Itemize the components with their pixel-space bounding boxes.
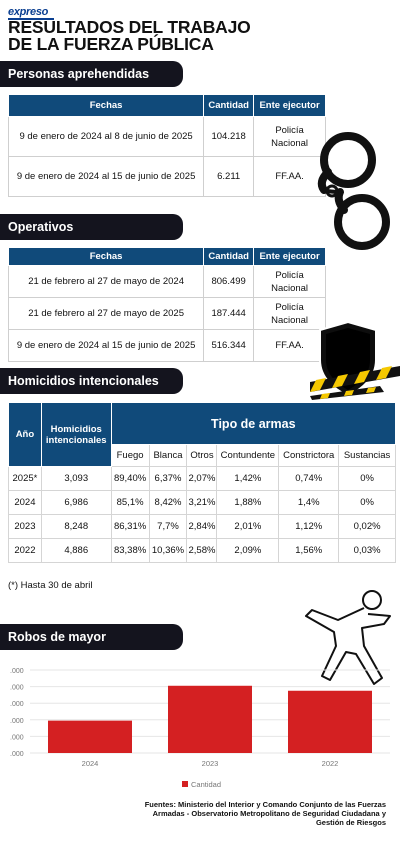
cell-ente: Policía Nacional bbox=[254, 266, 326, 298]
sources-note: Fuentes: Ministerio del Interior y Comando Conjunto de las Fuerzas Armadas - Observatorio Metropolitano de Seguridad Ciudadana y Gestión de Riesgos bbox=[144, 800, 386, 827]
cell-ente: FF.AA. bbox=[254, 157, 326, 197]
y-tick-label: .000 bbox=[10, 668, 24, 675]
table-row bbox=[9, 298, 326, 330]
cell-ente: Policía Nacional bbox=[254, 298, 326, 330]
handcuffs-icon bbox=[310, 130, 396, 252]
cell-constrictora: 1,56% bbox=[279, 539, 339, 563]
cell-sustancias: 0% bbox=[339, 467, 396, 491]
table-row bbox=[9, 117, 326, 157]
arm-type-otros: Otros bbox=[187, 445, 217, 467]
cell-fecha: 9 de enero de 2024 al 15 de junio de 2025 bbox=[9, 330, 204, 362]
x-tick-label: 2023 bbox=[201, 759, 219, 768]
y-tick-label: .000 bbox=[10, 734, 24, 742]
cell-homicidios: 3,093 bbox=[41, 467, 111, 491]
cell-otros: 3,21% bbox=[187, 491, 217, 515]
cell-blanca: 8,42% bbox=[149, 491, 187, 515]
table-row bbox=[9, 539, 396, 563]
col-header-ente: Ente ejecutor bbox=[254, 95, 326, 117]
cell-cantidad: 516.344 bbox=[204, 330, 254, 362]
cell-otros: 2,07% bbox=[187, 467, 217, 491]
cell-fecha: 21 de febrero al 27 de mayo de 2025 bbox=[9, 298, 204, 330]
col-header-homicidios: Homicidios intencionales bbox=[41, 403, 111, 467]
cell-fuego: 89,40% bbox=[111, 467, 149, 491]
cell-otros: 2,84% bbox=[187, 515, 217, 539]
cell-blanca: 7,7% bbox=[149, 515, 187, 539]
cell-fecha: 21 de febrero al 27 de mayo de 2024 bbox=[9, 266, 204, 298]
cell-sustancias: 0% bbox=[339, 491, 396, 515]
cell-constrictora: 0,74% bbox=[279, 467, 339, 491]
col-header-anio: Año bbox=[9, 403, 42, 467]
cell-contundente: 2,09% bbox=[217, 539, 279, 563]
arm-type-blanca: Blanca bbox=[149, 445, 187, 467]
aprehendidas-table bbox=[8, 94, 326, 197]
cell-otros: 2,58% bbox=[187, 539, 217, 563]
section-homicidios: Homicidios intencionales bbox=[0, 368, 183, 394]
arm-type-contundente: Contundente bbox=[217, 445, 279, 467]
arm-type-sustancias: Sustancias bbox=[339, 445, 396, 467]
section-robos: Robos de mayor connotación bbox=[0, 624, 183, 650]
cell-contundente: 1,88% bbox=[217, 491, 279, 515]
homicidios-table bbox=[8, 402, 396, 563]
col-header-tipo-armas: Tipo de armas bbox=[111, 403, 395, 445]
page-title bbox=[8, 19, 308, 53]
table-row bbox=[9, 467, 396, 491]
footnote: (*) Hasta 30 de abril bbox=[8, 580, 93, 591]
cell-anio: 2023 bbox=[9, 515, 42, 539]
cell-homicidios: 6,986 bbox=[41, 491, 111, 515]
arm-type-constrictora: Constrictora bbox=[279, 445, 339, 467]
cell-ente: FF.AA. bbox=[254, 330, 326, 362]
cell-fuego: 83,38% bbox=[111, 539, 149, 563]
cell-constrictora: 1,4% bbox=[279, 491, 339, 515]
cell-blanca: 10,36% bbox=[149, 539, 187, 563]
cell-sustancias: 0,03% bbox=[339, 539, 396, 563]
cell-homicidios: 4,886 bbox=[41, 539, 111, 563]
legend-label: Cantidad bbox=[191, 780, 222, 789]
crime-scene-tape-icon bbox=[310, 360, 400, 400]
cell-ente: Policía Nacional bbox=[254, 117, 326, 157]
cell-fuego: 86,31% bbox=[111, 515, 149, 539]
section-operativos: Operativos bbox=[0, 214, 183, 240]
cell-fecha: 9 de enero de 2024 al 15 de junio de 2025 bbox=[9, 157, 204, 197]
cell-cantidad: 104.218 bbox=[204, 117, 254, 157]
table-row bbox=[9, 330, 326, 362]
cell-anio: 2024 bbox=[9, 491, 42, 515]
cell-homicidios: 8,248 bbox=[41, 515, 111, 539]
cell-cantidad: 187.444 bbox=[204, 298, 254, 330]
cell-fuego: 85,1% bbox=[111, 491, 149, 515]
page-title-line-2: DE LA FUERZA PÚBLICA bbox=[8, 34, 214, 54]
cell-anio: 2022 bbox=[9, 539, 42, 563]
cell-cantidad: 6.211 bbox=[204, 157, 254, 197]
arm-type-fuego: Fuego bbox=[111, 445, 149, 467]
legend-swatch bbox=[182, 781, 188, 787]
cell-contundente: 1,42% bbox=[217, 467, 279, 491]
y-tick-label: .000 bbox=[10, 684, 24, 692]
x-tick-label: 2024 bbox=[81, 759, 99, 768]
section-aprehendidas: Personas aprehendidas bbox=[0, 61, 183, 87]
bar-2024 bbox=[48, 721, 132, 753]
col-header-fechas: Fechas bbox=[9, 248, 204, 266]
table-row bbox=[9, 157, 326, 197]
x-tick-label: 2022 bbox=[321, 759, 339, 768]
cell-anio: 2025* bbox=[9, 467, 42, 491]
table-row bbox=[9, 266, 326, 298]
cell-contundente: 2,01% bbox=[217, 515, 279, 539]
cell-constrictora: 1,12% bbox=[279, 515, 339, 539]
cell-fecha: 9 de enero de 2024 al 8 de junio de 2025 bbox=[9, 117, 204, 157]
page-title-line-1: RESULTADOS DEL TRABAJO bbox=[8, 17, 251, 37]
bar-2022 bbox=[288, 691, 372, 753]
col-header-ente: Ente ejecutor bbox=[254, 248, 326, 266]
table-row bbox=[9, 491, 396, 515]
cell-cantidad: 806.499 bbox=[204, 266, 254, 298]
col-header-cantidad: Cantidad bbox=[204, 248, 254, 266]
y-tick-label: .000 bbox=[10, 751, 24, 758]
col-header-fechas: Fechas bbox=[9, 95, 204, 117]
brand-logo: expreso bbox=[8, 6, 54, 20]
robos-bar-chart bbox=[0, 660, 400, 795]
bar-2023 bbox=[168, 686, 252, 753]
table-row bbox=[9, 515, 396, 539]
operativos-table bbox=[8, 247, 326, 362]
col-header-cantidad: Cantidad bbox=[204, 95, 254, 117]
cell-sustancias: 0,02% bbox=[339, 515, 396, 539]
cell-blanca: 6,37% bbox=[149, 467, 187, 491]
y-tick-label: .000 bbox=[10, 701, 24, 709]
y-tick-label: .000 bbox=[10, 717, 24, 725]
